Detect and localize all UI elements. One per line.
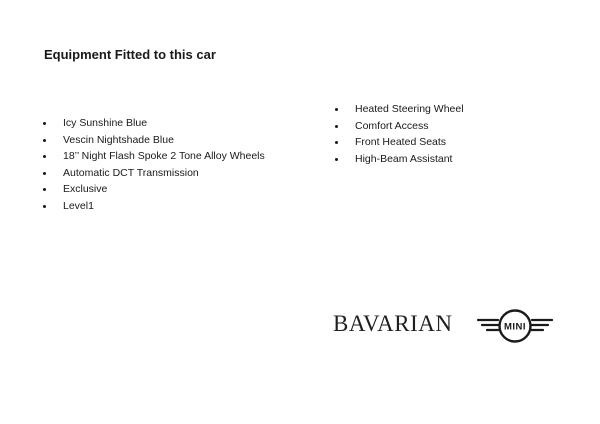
bullet-icon [43, 188, 46, 191]
bullet-icon [43, 122, 46, 125]
list-item-label: Heated Steering Wheel [355, 103, 464, 115]
list-item [43, 148, 265, 165]
bullet-icon [335, 108, 338, 111]
bullet-icon [335, 141, 338, 144]
list-item [43, 198, 265, 215]
mini-logo-text: MINI [503, 321, 527, 333]
bullet-icon [335, 158, 338, 161]
equipment-list-left [43, 115, 265, 214]
bullet-icon [335, 125, 338, 128]
bullet-icon [43, 205, 46, 208]
list-item [335, 118, 464, 135]
list-item [335, 101, 464, 118]
equipment-list-right [335, 101, 464, 167]
list-item [43, 165, 265, 182]
list-item [43, 115, 265, 132]
list-item-label: Front Heated Seats [355, 136, 447, 148]
dealer-logo: BAVARIAN [333, 311, 453, 336]
list-item [335, 134, 464, 151]
list-item-label: Level1 [63, 199, 94, 212]
list-item [335, 151, 464, 168]
list-item-label: High-Beam Assistant [355, 152, 453, 165]
list-item-label: 18’’ Night Flash Spoke 2 Tone Alloy Wheels [63, 150, 265, 162]
list-item-label: Vescin Nightshade Blue [63, 133, 174, 146]
bullet-icon [43, 139, 46, 142]
list-item-label: Comfort Access [355, 119, 429, 132]
mini-logo-icon [476, 307, 554, 345]
list-item [43, 181, 265, 198]
bullet-icon [43, 172, 46, 175]
list-item-label: Icy Sunshine Blue [63, 117, 148, 129]
page-title: Equipment Fitted to this car [44, 47, 216, 62]
list-item-label: Exclusive [63, 183, 108, 195]
list-item [43, 132, 265, 149]
bullet-icon [43, 155, 46, 158]
list-item-label: Automatic DCT Transmission [63, 166, 199, 179]
